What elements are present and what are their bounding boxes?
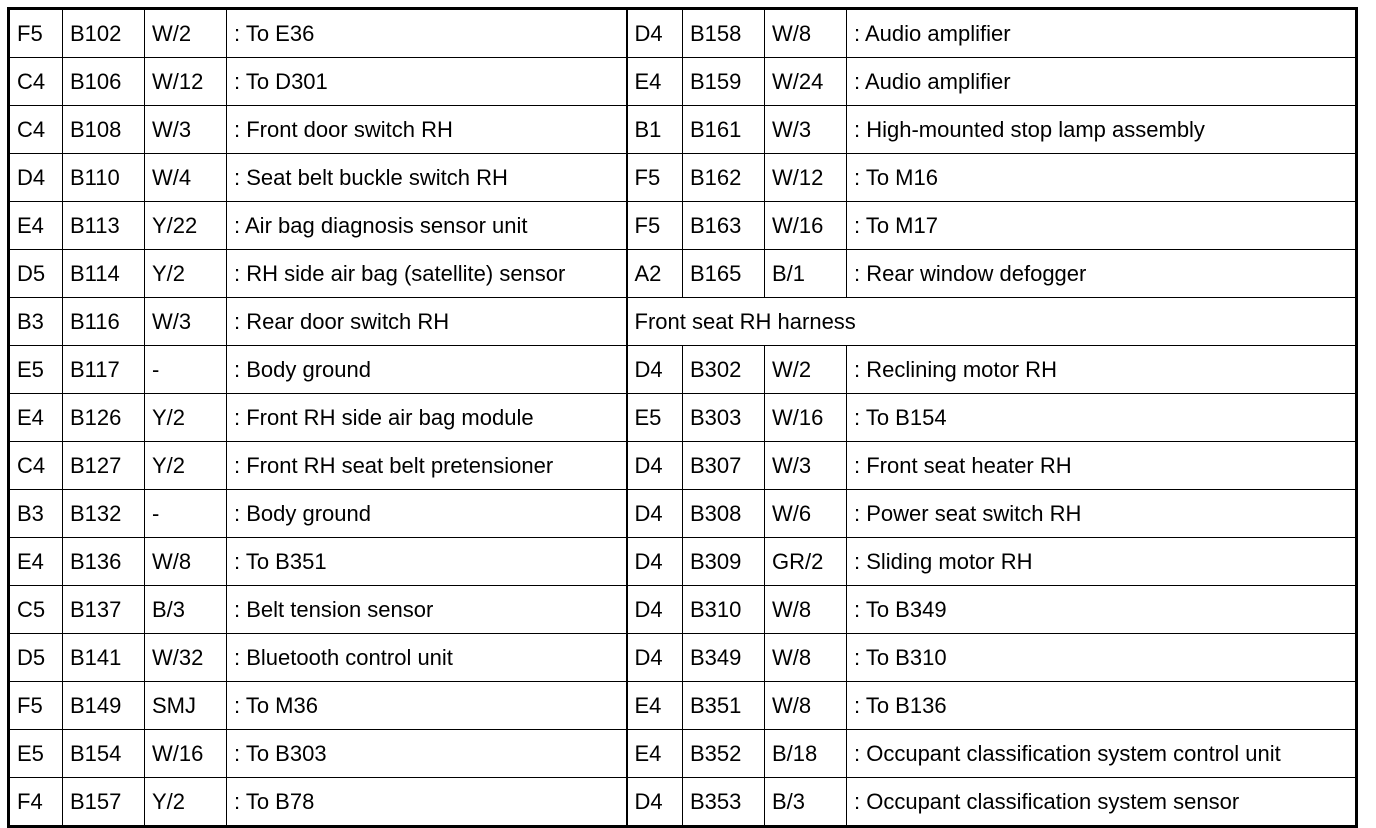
left-grid-ref-cell: F5 bbox=[9, 682, 63, 730]
left-connector-color-cell: W/12 bbox=[145, 58, 227, 106]
left-connector-number-cell: B108 bbox=[63, 106, 145, 154]
left-description-cell: : Air bag diagnosis sensor unit bbox=[227, 202, 627, 250]
left-grid-ref-cell: E5 bbox=[9, 346, 63, 394]
table-row bbox=[9, 298, 1357, 346]
left-description-cell: : RH side air bag (satellite) sensor bbox=[227, 250, 627, 298]
left-connector-color-cell: W/3 bbox=[145, 298, 227, 346]
left-connector-color-cell: Y/2 bbox=[145, 778, 227, 827]
right-connector-color-cell: W/16 bbox=[765, 394, 847, 442]
left-connector-number-cell: B113 bbox=[63, 202, 145, 250]
right-grid-ref-cell: D4 bbox=[627, 586, 683, 634]
right-description-cell: : Reclining motor RH bbox=[847, 346, 1357, 394]
right-connector-number-cell: B349 bbox=[683, 634, 765, 682]
left-grid-ref-cell: B3 bbox=[9, 490, 63, 538]
left-connector-number-cell: B126 bbox=[63, 394, 145, 442]
table-row bbox=[9, 586, 1357, 634]
right-connector-color-cell: W/16 bbox=[765, 202, 847, 250]
table-row bbox=[9, 442, 1357, 490]
left-connector-number-cell: B141 bbox=[63, 634, 145, 682]
right-grid-ref-cell: D4 bbox=[627, 538, 683, 586]
left-connector-number-cell: B154 bbox=[63, 730, 145, 778]
left-connector-number-cell: B110 bbox=[63, 154, 145, 202]
right-grid-ref-cell: E4 bbox=[627, 58, 683, 106]
table-row bbox=[9, 538, 1357, 586]
left-description-cell: : Body ground bbox=[227, 346, 627, 394]
right-connector-number-cell: B307 bbox=[683, 442, 765, 490]
right-grid-ref-cell: E4 bbox=[627, 730, 683, 778]
right-connector-color-cell: B/18 bbox=[765, 730, 847, 778]
left-description-cell: : To M36 bbox=[227, 682, 627, 730]
right-connector-color-cell: W/2 bbox=[765, 346, 847, 394]
left-description-cell: : Body ground bbox=[227, 490, 627, 538]
table-row bbox=[9, 346, 1357, 394]
table-row bbox=[9, 250, 1357, 298]
left-connector-color-cell: Y/2 bbox=[145, 442, 227, 490]
right-connector-number-cell: B302 bbox=[683, 346, 765, 394]
table-row bbox=[9, 106, 1357, 154]
right-description-cell: : To M16 bbox=[847, 154, 1357, 202]
left-description-cell: : Belt tension sensor bbox=[227, 586, 627, 634]
right-grid-ref-cell: F5 bbox=[627, 154, 683, 202]
left-connector-color-cell: Y/2 bbox=[145, 250, 227, 298]
left-connector-number-cell: B132 bbox=[63, 490, 145, 538]
left-description-cell: : Front RH side air bag module bbox=[227, 394, 627, 442]
right-description-cell: : To B349 bbox=[847, 586, 1357, 634]
table-row bbox=[9, 490, 1357, 538]
left-description-cell: : Rear door switch RH bbox=[227, 298, 627, 346]
right-grid-ref-cell: D4 bbox=[627, 634, 683, 682]
left-connector-color-cell: SMJ bbox=[145, 682, 227, 730]
right-connector-number-cell: B353 bbox=[683, 778, 765, 827]
left-connector-number-cell: B116 bbox=[63, 298, 145, 346]
right-description-cell: : To B310 bbox=[847, 634, 1357, 682]
right-connector-color-cell: W/8 bbox=[765, 586, 847, 634]
left-connector-color-cell: Y/2 bbox=[145, 394, 227, 442]
left-connector-number-cell: B127 bbox=[63, 442, 145, 490]
right-grid-ref-cell: B1 bbox=[627, 106, 683, 154]
left-connector-color-cell: - bbox=[145, 346, 227, 394]
table-row bbox=[9, 154, 1357, 202]
right-connector-number-cell: B163 bbox=[683, 202, 765, 250]
left-description-cell: : To B303 bbox=[227, 730, 627, 778]
right-description-cell: : Audio amplifier bbox=[847, 9, 1357, 58]
left-grid-ref-cell: E4 bbox=[9, 394, 63, 442]
left-description-cell: : To E36 bbox=[227, 9, 627, 58]
left-connector-color-cell: W/32 bbox=[145, 634, 227, 682]
left-grid-ref-cell: F4 bbox=[9, 778, 63, 827]
right-connector-color-cell: W/8 bbox=[765, 682, 847, 730]
table-row bbox=[9, 778, 1357, 827]
left-description-cell: : Seat belt buckle switch RH bbox=[227, 154, 627, 202]
left-connector-number-cell: B137 bbox=[63, 586, 145, 634]
section-heading: Front seat RH harness bbox=[627, 298, 1357, 346]
right-connector-number-cell: B351 bbox=[683, 682, 765, 730]
left-grid-ref-cell: F5 bbox=[9, 9, 63, 58]
right-description-cell: : Occupant classification system sensor bbox=[847, 778, 1357, 827]
right-description-cell: : To M17 bbox=[847, 202, 1357, 250]
right-grid-ref-cell: F5 bbox=[627, 202, 683, 250]
right-connector-color-cell: GR/2 bbox=[765, 538, 847, 586]
right-grid-ref-cell: E4 bbox=[627, 682, 683, 730]
left-connector-color-cell: W/4 bbox=[145, 154, 227, 202]
table-row bbox=[9, 9, 1357, 58]
left-grid-ref-cell: E5 bbox=[9, 730, 63, 778]
right-grid-ref-cell: D4 bbox=[627, 9, 683, 58]
left-description-cell: : To D301 bbox=[227, 58, 627, 106]
left-grid-ref-cell: C4 bbox=[9, 106, 63, 154]
right-description-cell: : Occupant classification system control unit bbox=[847, 730, 1357, 778]
right-connector-number-cell: B162 bbox=[683, 154, 765, 202]
right-description-cell: : Front seat heater RH bbox=[847, 442, 1357, 490]
right-connector-color-cell: W/24 bbox=[765, 58, 847, 106]
left-connector-number-cell: B157 bbox=[63, 778, 145, 827]
table-row bbox=[9, 394, 1357, 442]
left-grid-ref-cell: B3 bbox=[9, 298, 63, 346]
left-connector-number-cell: B149 bbox=[63, 682, 145, 730]
left-connector-number-cell: B106 bbox=[63, 58, 145, 106]
left-grid-ref-cell: C4 bbox=[9, 58, 63, 106]
right-connector-number-cell: B310 bbox=[683, 586, 765, 634]
right-grid-ref-cell: A2 bbox=[627, 250, 683, 298]
right-connector-number-cell: B158 bbox=[683, 9, 765, 58]
left-grid-ref-cell: D5 bbox=[9, 250, 63, 298]
right-connector-number-cell: B309 bbox=[683, 538, 765, 586]
left-grid-ref-cell: E4 bbox=[9, 202, 63, 250]
right-connector-number-cell: B159 bbox=[683, 58, 765, 106]
right-connector-color-cell: W/3 bbox=[765, 106, 847, 154]
right-grid-ref-cell: E5 bbox=[627, 394, 683, 442]
right-connector-color-cell: W/8 bbox=[765, 9, 847, 58]
left-description-cell: : Front door switch RH bbox=[227, 106, 627, 154]
right-description-cell: : Audio amplifier bbox=[847, 58, 1357, 106]
left-connector-color-cell: W/8 bbox=[145, 538, 227, 586]
table-row bbox=[9, 634, 1357, 682]
left-connector-color-cell: - bbox=[145, 490, 227, 538]
right-description-cell: : To B136 bbox=[847, 682, 1357, 730]
table-row bbox=[9, 682, 1357, 730]
left-grid-ref-cell: D5 bbox=[9, 634, 63, 682]
right-connector-color-cell: B/3 bbox=[765, 778, 847, 827]
right-connector-color-cell: B/1 bbox=[765, 250, 847, 298]
left-grid-ref-cell: C4 bbox=[9, 442, 63, 490]
right-grid-ref-cell: D4 bbox=[627, 778, 683, 827]
right-connector-number-cell: B161 bbox=[683, 106, 765, 154]
right-grid-ref-cell: D4 bbox=[627, 442, 683, 490]
left-description-cell: : To B351 bbox=[227, 538, 627, 586]
left-connector-number-cell: B136 bbox=[63, 538, 145, 586]
left-connector-color-cell: W/3 bbox=[145, 106, 227, 154]
left-connector-number-cell: B117 bbox=[63, 346, 145, 394]
left-description-cell: : Bluetooth control unit bbox=[227, 634, 627, 682]
right-description-cell: : Power seat switch RH bbox=[847, 490, 1357, 538]
left-connector-color-cell: Y/22 bbox=[145, 202, 227, 250]
table-row bbox=[9, 202, 1357, 250]
left-grid-ref-cell: D4 bbox=[9, 154, 63, 202]
right-description-cell: : High-mounted stop lamp assembly bbox=[847, 106, 1357, 154]
right-connector-color-cell: W/12 bbox=[765, 154, 847, 202]
right-description-cell: : To B154 bbox=[847, 394, 1357, 442]
right-description-cell: : Sliding motor RH bbox=[847, 538, 1357, 586]
right-connector-number-cell: B303 bbox=[683, 394, 765, 442]
left-connector-number-cell: B114 bbox=[63, 250, 145, 298]
left-description-cell: : To B78 bbox=[227, 778, 627, 827]
table-row bbox=[9, 58, 1357, 106]
left-connector-color-cell: B/3 bbox=[145, 586, 227, 634]
right-grid-ref-cell: D4 bbox=[627, 490, 683, 538]
left-connector-number-cell: B102 bbox=[63, 9, 145, 58]
right-grid-ref-cell: D4 bbox=[627, 346, 683, 394]
right-connector-number-cell: B308 bbox=[683, 490, 765, 538]
right-connector-color-cell: W/6 bbox=[765, 490, 847, 538]
right-description-cell: : Rear window defogger bbox=[847, 250, 1357, 298]
right-connector-color-cell: W/8 bbox=[765, 634, 847, 682]
left-grid-ref-cell: C5 bbox=[9, 586, 63, 634]
connector-table bbox=[7, 7, 1358, 828]
table-row bbox=[9, 730, 1357, 778]
right-connector-number-cell: B165 bbox=[683, 250, 765, 298]
left-grid-ref-cell: E4 bbox=[9, 538, 63, 586]
right-connector-color-cell: W/3 bbox=[765, 442, 847, 490]
left-connector-color-cell: W/16 bbox=[145, 730, 227, 778]
left-connector-color-cell: W/2 bbox=[145, 9, 227, 58]
left-description-cell: : Front RH seat belt pretensioner bbox=[227, 442, 627, 490]
right-connector-number-cell: B352 bbox=[683, 730, 765, 778]
